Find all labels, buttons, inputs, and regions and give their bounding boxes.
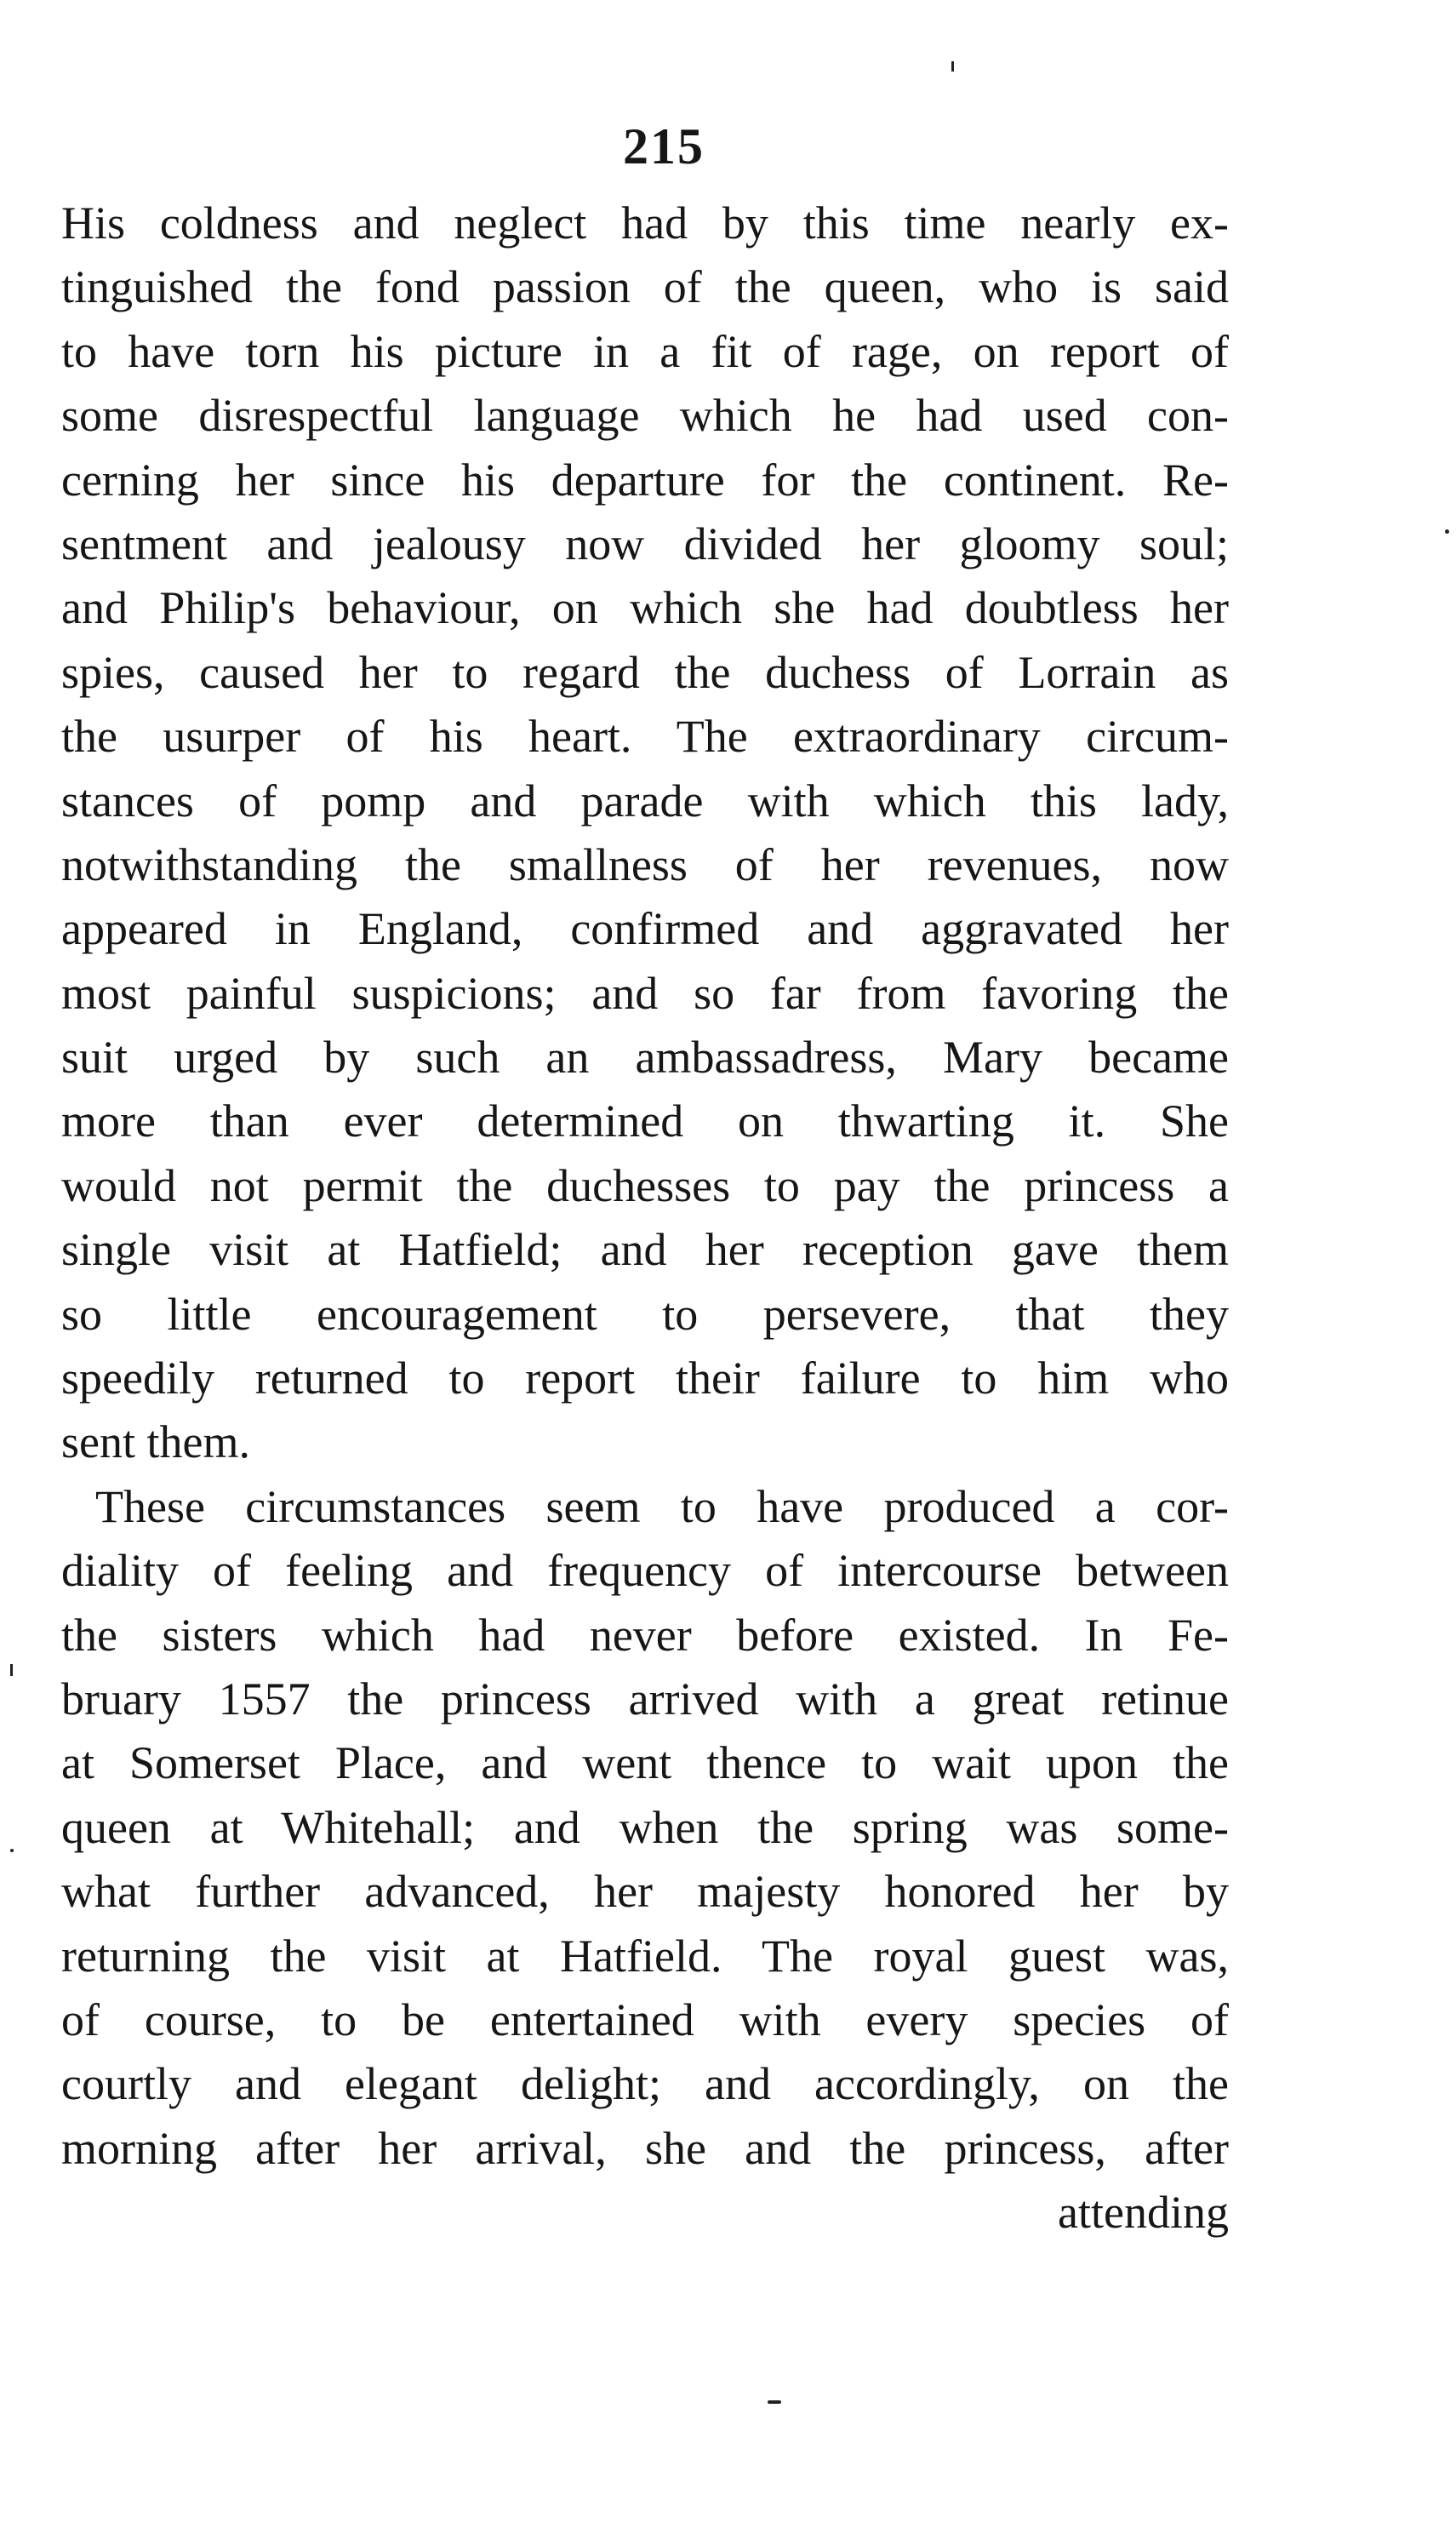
text-line: spies, caused her to regard the duchess of Lorrain as [61, 646, 1229, 698]
text-line: some disrespectful language which he had used con- [61, 390, 1229, 442]
text-line: would not permit the duchesses to pay the princess a [61, 1159, 1229, 1211]
text-line: to have torn his picture in a fit of rage, on report of [61, 325, 1229, 377]
print-speck [1445, 529, 1449, 534]
catchword: attending [1058, 2187, 1229, 2239]
text-line: appeared in England, confirmed and aggravated her [61, 903, 1229, 955]
text-line: morning after her arrival, she and the princess, after [61, 2122, 1229, 2174]
text-line: notwithstanding the smallness of her revenues, now [61, 838, 1229, 890]
text-line: and Philip's behaviour, on which she had doubtless her [61, 582, 1229, 634]
text-line: returning the visit at Hatfield. The royal guest was, [61, 1930, 1229, 1982]
print-speck [951, 61, 954, 72]
text-line: courtly and elegant delight; and accordingly, on the [61, 2058, 1229, 2110]
print-speck [10, 1849, 14, 1852]
body-text [61, 192, 1229, 2245]
text-line: speedily returned to report their failure to him who [61, 1353, 1229, 1404]
text-line: suit urged by such an ambassadress, Mary became [61, 1032, 1229, 1084]
text-line: the sisters which had never before existed. In Fe- [61, 1609, 1229, 1661]
text-line: tinguished the fond passion of the queen, who is said [61, 261, 1229, 313]
text-line: most painful suspicions; and so far from favoring the [61, 967, 1229, 1019]
text-line: sentment and jealousy now divided her gloomy soul; [61, 518, 1229, 569]
text-line: His coldness and neglect had by this time nearly ex- [61, 197, 1229, 249]
text-line: bruary 1557 the princess arrived with a great retinue [61, 1673, 1229, 1725]
text-line: diality of feeling and frequency of intercourse between [61, 1545, 1229, 1597]
text-line: These circumstances seem to have produced a cor- [95, 1480, 1229, 1532]
text-line: what further advanced, her majesty honored her by [61, 1866, 1229, 1918]
page-number: 215 [623, 118, 705, 174]
text-line: queen at Whitehall; and when the spring was some- [61, 1801, 1229, 1853]
text-line: of course, to be entertained with every species of [61, 1993, 1229, 2045]
text-line: cerning her since his departure for the continent. Re- [61, 454, 1229, 506]
text-line: single visit at Hatfield; and her reception gave them [61, 1224, 1229, 1276]
text-line: more than ever determined on thwarting it. She [61, 1095, 1229, 1147]
text-line: sent them. [61, 1416, 250, 1468]
text-line: at Somerset Place, and went thence to wait upon the [61, 1737, 1229, 1789]
text-line: so little encouragement to persevere, that they [61, 1288, 1229, 1340]
text-line: the usurper of his heart. The extraordinary circum- [61, 711, 1229, 763]
print-speck [10, 1664, 13, 1676]
print-speck [768, 2400, 781, 2404]
text-line: stances of pomp and parade with which this lady, [61, 775, 1229, 827]
